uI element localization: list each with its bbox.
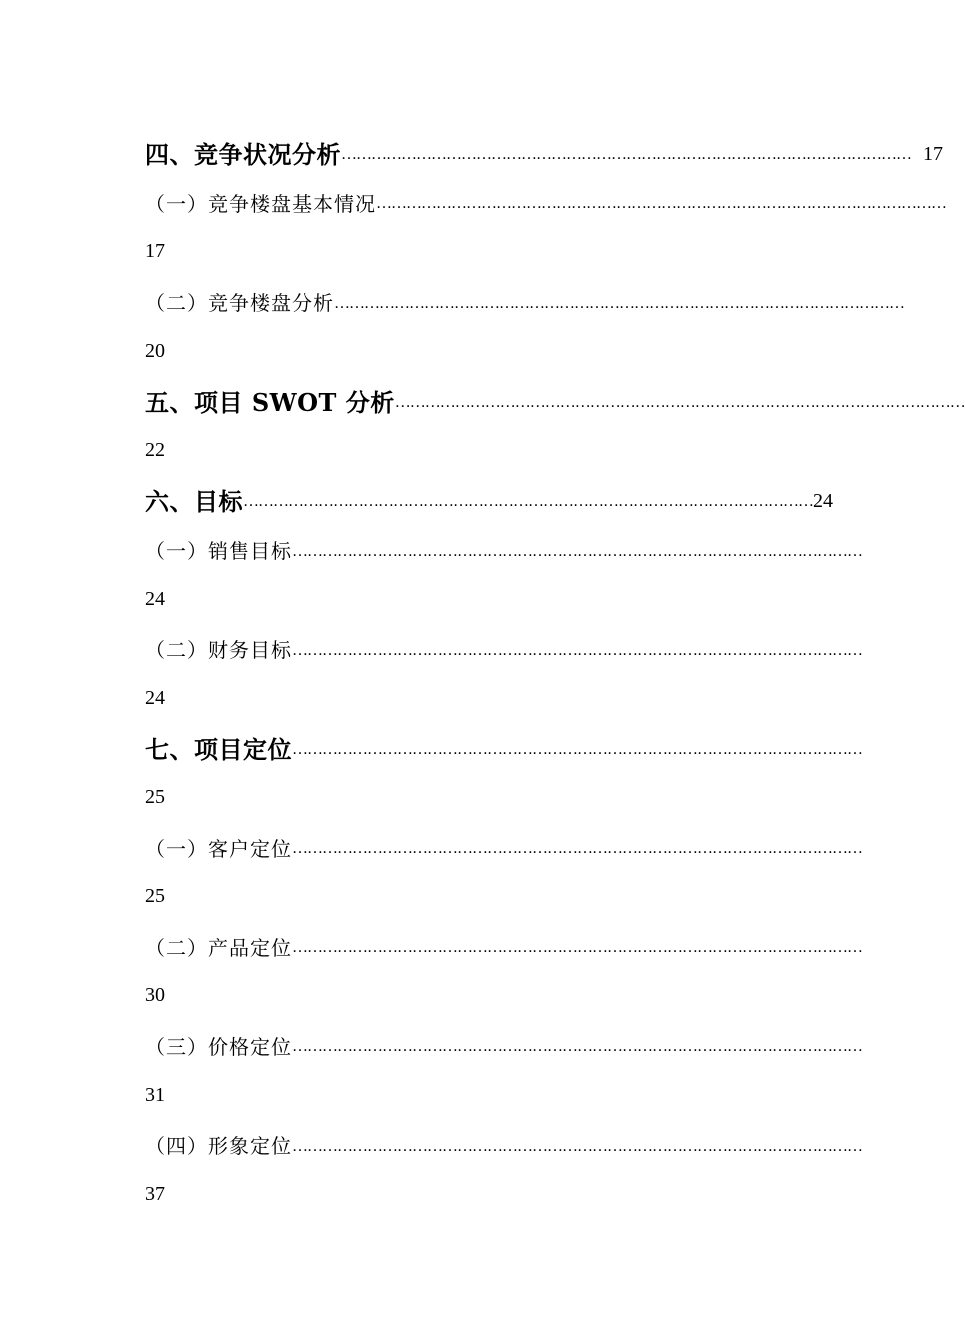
toc-entry[interactable] xyxy=(145,376,965,426)
toc-entry[interactable] xyxy=(145,475,833,525)
dot-leader: …………………………………………………………………………………………………… xyxy=(394,393,965,411)
toc-entry-title: （一）销售目标 xyxy=(145,539,292,564)
toc-entry-page: 24 xyxy=(813,490,833,513)
toc-entry-page: 30 xyxy=(145,984,165,1007)
toc-entry-title: （二）产品定位 xyxy=(145,935,292,960)
toc-entry[interactable] xyxy=(145,178,946,228)
dot-leader: …………………………………………………………………………………………………… xyxy=(292,840,862,858)
toc-entry-page: 24 xyxy=(145,587,165,610)
dot-leader: …………………………………………………………………………………………………… xyxy=(341,145,911,163)
toc-entry[interactable] xyxy=(145,277,904,327)
dot-leader: …………………………………………………………………………………………………… xyxy=(292,1137,862,1155)
dot-leader: …………………………………………………………………………………………………… xyxy=(292,740,862,758)
dot-leader: …………………………………………………………………………………………………… xyxy=(292,542,862,560)
toc-entry-page: 24 xyxy=(145,686,165,709)
toc-entry[interactable] xyxy=(145,1021,862,1071)
toc-entry-title: 六、目标 xyxy=(145,487,243,517)
toc-entry[interactable] xyxy=(145,624,862,674)
dot-leader: …………………………………………………………………………………………………… xyxy=(243,492,813,510)
toc-entry-page: 25 xyxy=(145,786,165,809)
dot-leader: …………………………………………………………………………………………………… xyxy=(334,294,904,312)
toc-entry-page: 31 xyxy=(145,1083,165,1106)
toc-entry[interactable] xyxy=(145,525,862,575)
toc-entry[interactable] xyxy=(145,822,862,872)
toc-entry-page: 37 xyxy=(145,1182,165,1205)
toc-entry-page: 25 xyxy=(145,885,165,908)
toc-entry-title: 四、竞争状况分析 xyxy=(145,140,341,170)
toc-entry[interactable] xyxy=(145,1120,862,1170)
toc-entry-title: （一）客户定位 xyxy=(145,836,292,861)
toc-entry-page: 17 xyxy=(923,143,943,166)
dot-leader: …………………………………………………………………………………………………… xyxy=(376,195,946,213)
toc-entry-page: 22 xyxy=(145,438,165,461)
toc-entry-title: （四）形象定位 xyxy=(145,1134,292,1159)
toc-entry-title: 五、项目 SWOT 分析 xyxy=(145,388,395,418)
dot-leader: …………………………………………………………………………………………………… xyxy=(292,1038,862,1056)
toc-entry[interactable] xyxy=(145,922,862,972)
toc-entry-title: （二）财务目标 xyxy=(145,638,292,663)
toc-entry-title: （一）竞争楼盘基本情况 xyxy=(145,191,376,216)
dot-leader: …………………………………………………………………………………………………… xyxy=(292,939,862,957)
toc-entry-page: 20 xyxy=(145,339,165,362)
toc-entry-title: 七、项目定位 xyxy=(145,735,292,765)
toc-entry[interactable] xyxy=(145,128,943,178)
toc-entry-page: 17 xyxy=(145,240,165,263)
toc-entry-title: （三）价格定位 xyxy=(145,1034,292,1059)
table-of-contents xyxy=(145,128,965,1219)
dot-leader: …………………………………………………………………………………………………… xyxy=(292,641,862,659)
toc-entry[interactable] xyxy=(145,723,862,773)
toc-entry-title: （二）竞争楼盘分析 xyxy=(145,291,334,316)
